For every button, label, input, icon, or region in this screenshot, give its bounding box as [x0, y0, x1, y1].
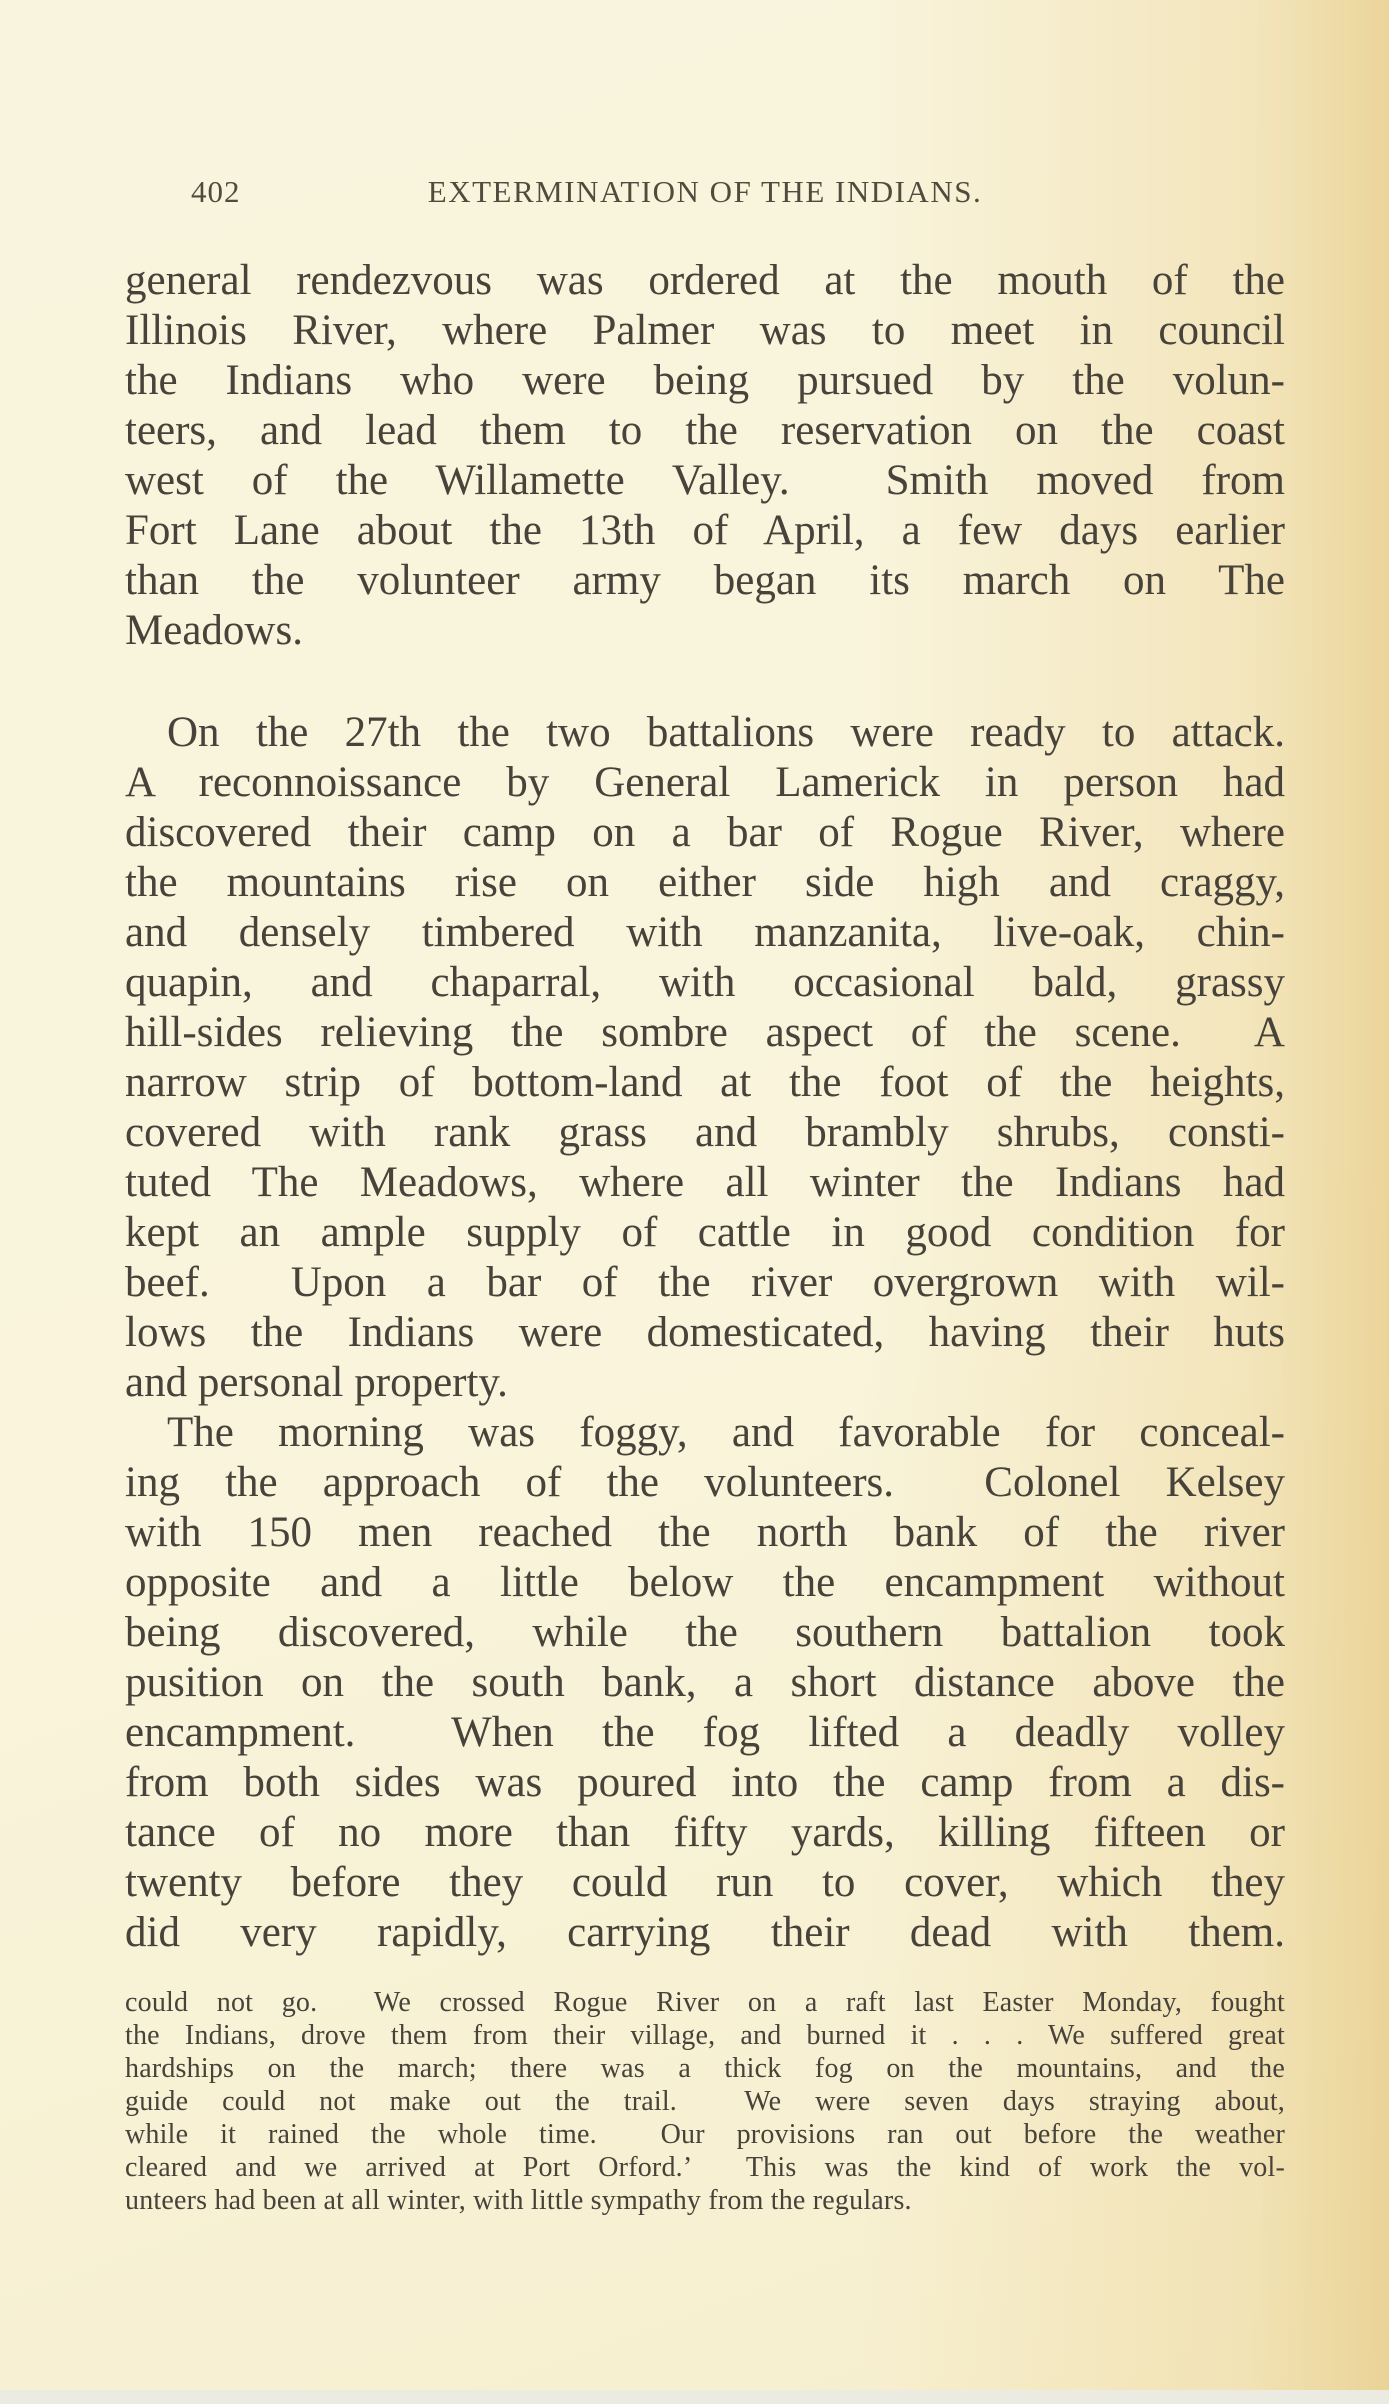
body-line: teers, and lead them to the reservation on the coast	[125, 407, 1285, 454]
body-line: discovered their camp on a bar of Rogue River, where	[125, 809, 1285, 856]
paragraph	[125, 1408, 1285, 1958]
body-line: from both sides was poured into the camp from a dis-	[125, 1759, 1285, 1806]
body-line: twenty before they could run to cover, which they	[125, 1859, 1285, 1906]
body-line: did very rapidly, carrying their dead with them.	[125, 1909, 1285, 1956]
paragraph	[125, 708, 1285, 1408]
body-line: west of the Willamette Valley. Smith moved from	[125, 457, 1285, 504]
body-line: lows the Indians were domesticated, having their huts	[125, 1309, 1285, 1356]
page-number: 402	[191, 174, 241, 209]
footnote-line: could not go. We crossed Rogue River on a raft last Easter Monday, fought	[125, 1987, 1285, 2018]
footnote-line: cleared and we arrived at Port Orford.’ This was the kind of work the vol-	[125, 2152, 1285, 2183]
body-line: ing the approach of the volunteers. Colonel Kelsey	[125, 1459, 1285, 1506]
body-line: kept an ample supply of cattle in good condition for	[125, 1209, 1285, 1256]
paragraph	[125, 256, 1285, 656]
footnote-line: guide could not make out the trail. We were seven days straying about,	[125, 2086, 1285, 2117]
body-line: being discovered, while the southern battalion took	[125, 1609, 1285, 1656]
body-line: A reconnoissance by General Lamerick in person had	[125, 759, 1285, 806]
body-line: and personal property.	[125, 1359, 508, 1406]
body-line: the Indians who were being pursued by the volun-	[125, 357, 1285, 404]
body-line: narrow strip of bottom-land at the foot of the heights,	[125, 1059, 1285, 1106]
body-line: and densely timbered with manzanita, live-oak, chin-	[125, 909, 1285, 956]
body-line: quapin, and chaparral, with occasional bald, grassy	[125, 959, 1285, 1006]
body-line: On the 27th the two battalions were ready to attack.	[167, 709, 1285, 756]
running-head: EXTERMINATION OF THE INDIANS.	[427, 174, 983, 209]
body-line: with 150 men reached the north bank of the river	[125, 1509, 1285, 1556]
footnote	[125, 1986, 1285, 2217]
body-line: tance of no more than fifty yards, killing fifteen or	[125, 1809, 1285, 1856]
body-line: hill-sides relieving the sombre aspect of the scene. A	[125, 1009, 1285, 1056]
body-line: covered with rank grass and brambly shrubs, consti-	[125, 1109, 1285, 1156]
body-line: encampment. When the fog lifted a deadly volley	[125, 1709, 1285, 1756]
footnote-line: the Indians, drove them from their village, and burned it . . . We suffered great	[125, 2020, 1285, 2051]
footnote-line: hardships on the march; there was a thick fog on the mountains, and the	[125, 2053, 1285, 2084]
footnote-line: unteers had been at all winter, with little sympathy from the regulars.	[125, 2185, 912, 2216]
body-line: beef. Upon a bar of the river overgrown with wil-	[125, 1259, 1285, 1306]
body-line: the mountains rise on either side high and craggy,	[125, 859, 1285, 906]
footnote-line: while it rained the whole time. Our provisions ran out before the weather	[125, 2119, 1285, 2150]
scan-bottom-edge	[0, 2390, 1389, 2404]
body-line: pusition on the south bank, a short distance above the	[125, 1659, 1285, 1706]
body-line: opposite and a little below the encampment without	[125, 1559, 1285, 1606]
paragraph	[125, 1986, 1285, 2217]
body-line: Fort Lane about the 13th of April, a few days earlier	[125, 507, 1285, 554]
body-line: Meadows.	[125, 607, 303, 654]
body-line: The morning was foggy, and favorable for conceal-	[167, 1409, 1285, 1456]
body-paragraphs	[125, 256, 1285, 2217]
body-line: Illinois River, where Palmer was to meet in council	[125, 307, 1285, 354]
body-line: tuted The Meadows, where all winter the Indians had	[125, 1159, 1285, 1206]
body-line: than the volunteer army began its march on The	[125, 557, 1285, 604]
page-header	[125, 174, 1285, 218]
body-line: general rendezvous was ordered at the mouth of the	[125, 257, 1285, 304]
